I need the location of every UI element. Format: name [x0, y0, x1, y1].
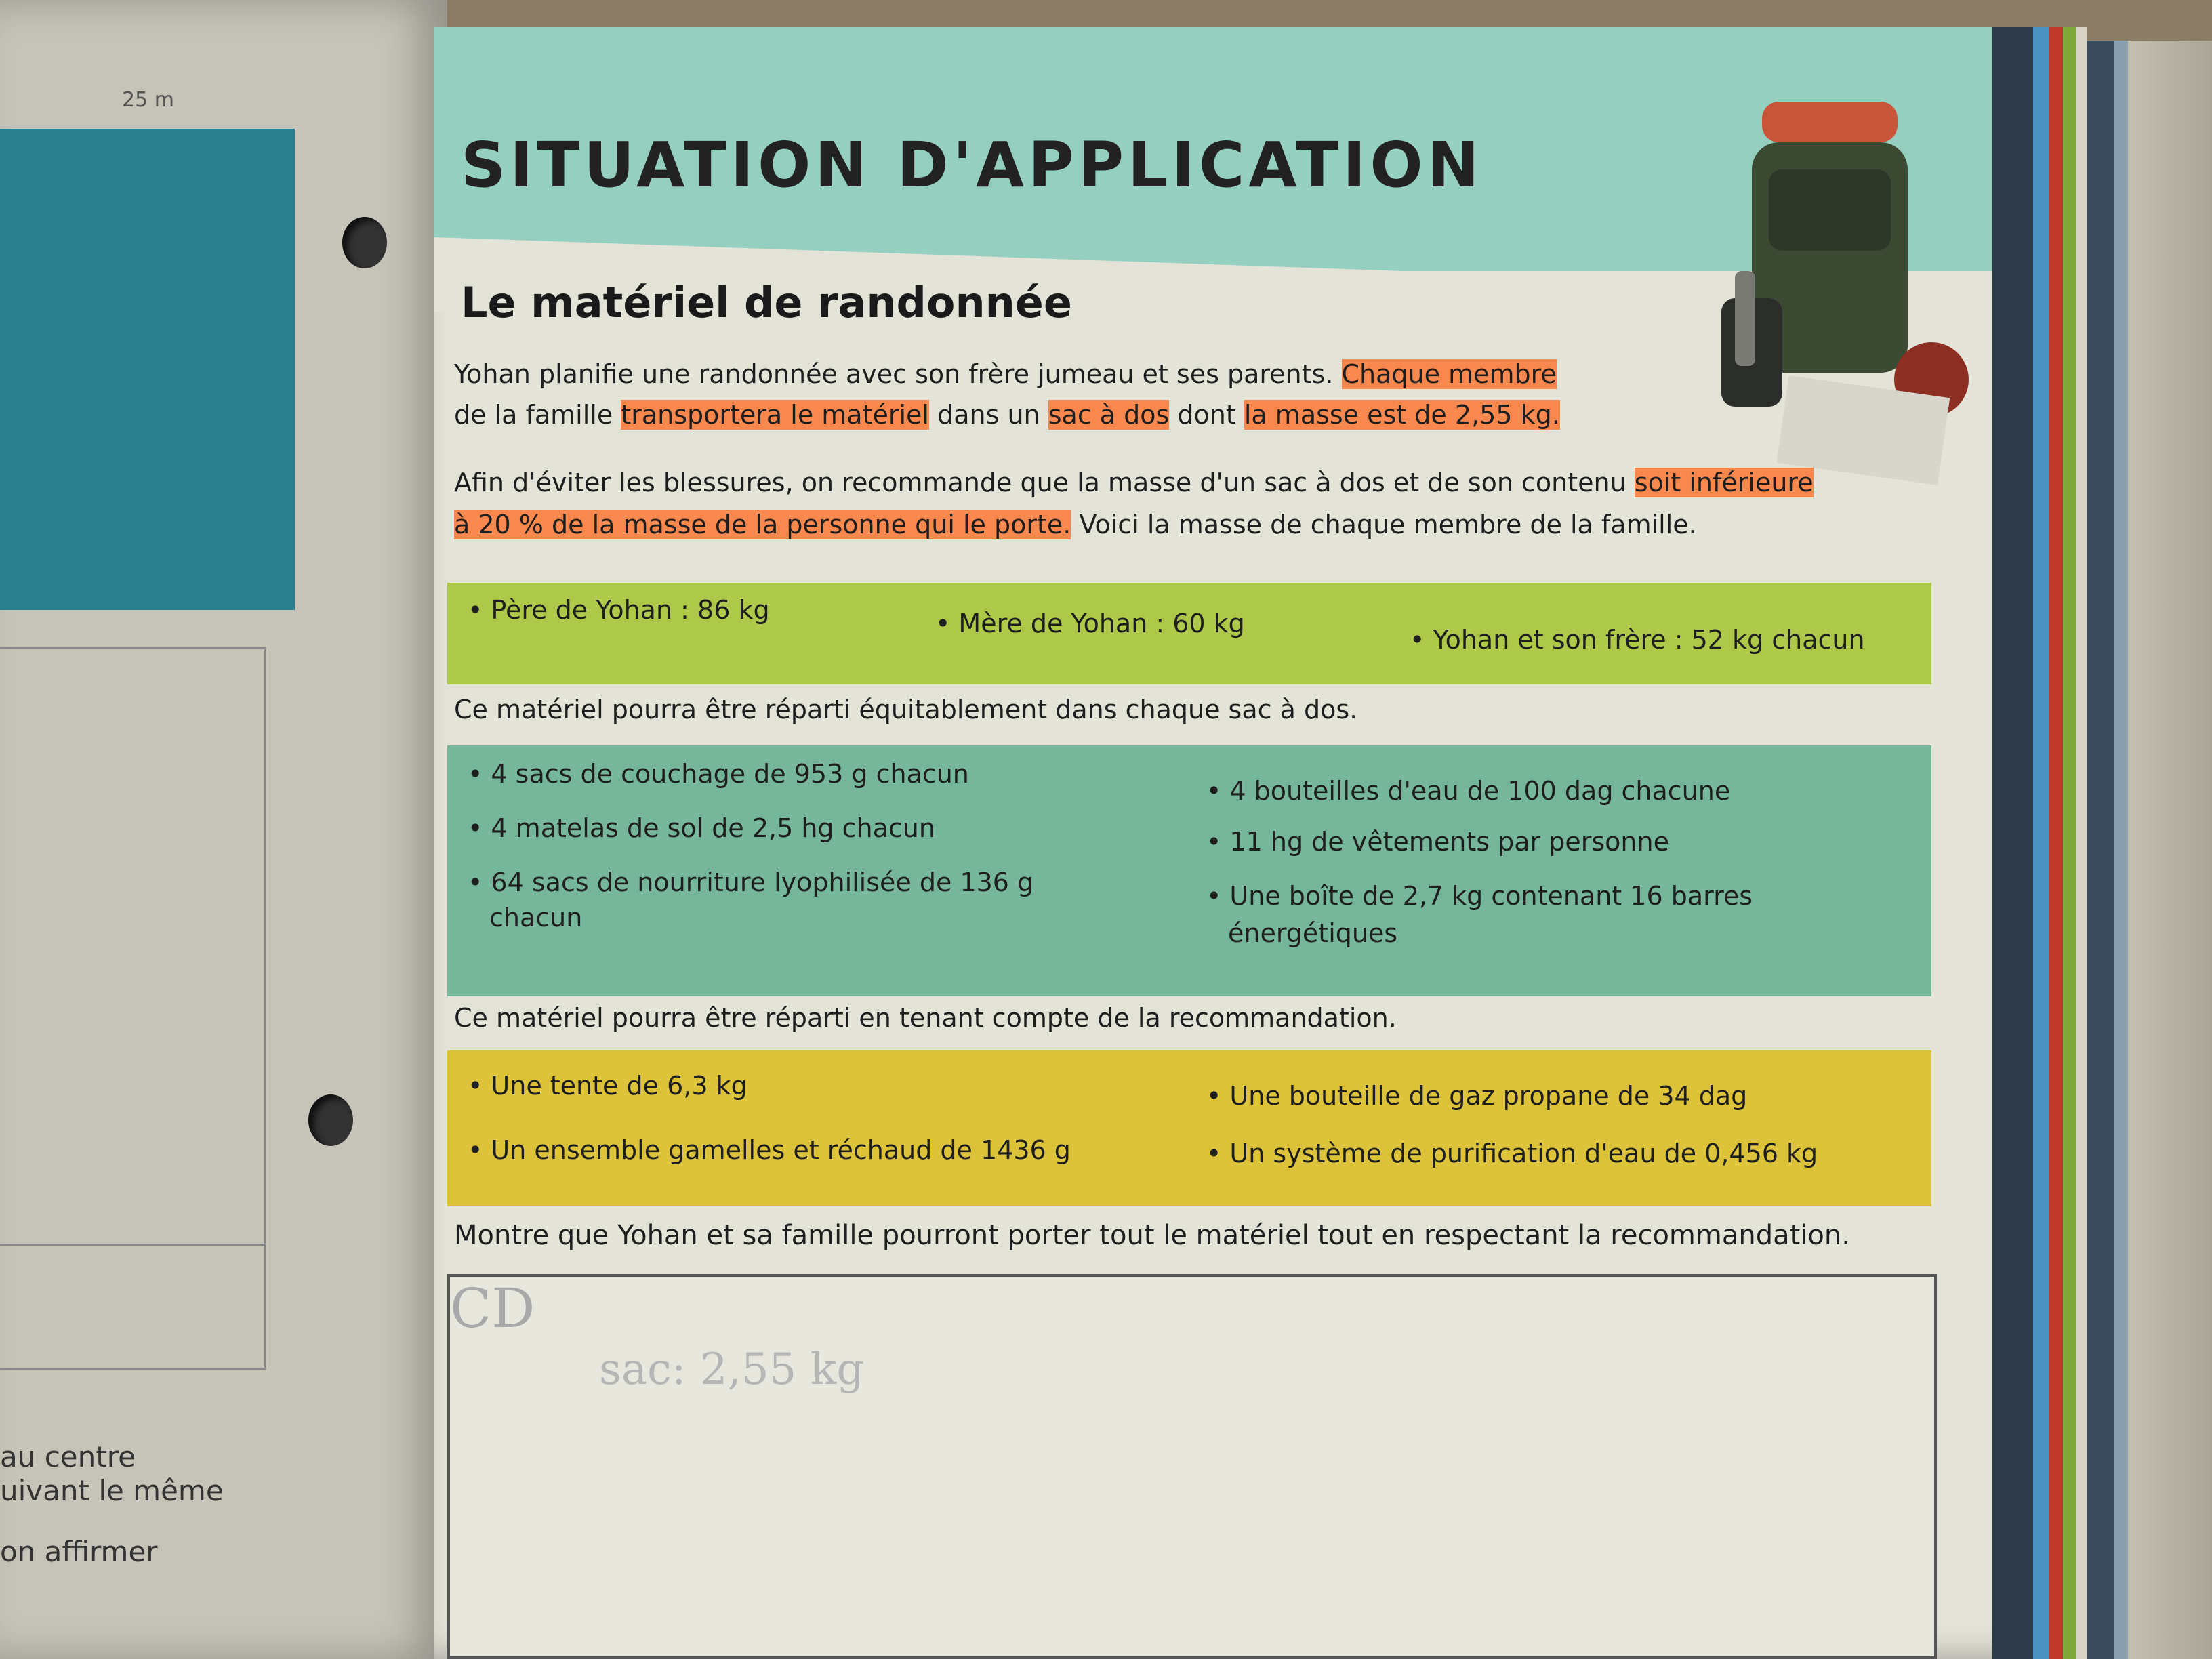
equal-item-continued: chacun [489, 903, 583, 933]
rec-item-text: Un système de purification d'eau de 0,456 kg [1229, 1139, 1818, 1168]
highlighted-text: soit inférieure [1634, 468, 1814, 497]
binder-hole [308, 1094, 353, 1146]
bullet-icon: • [1206, 827, 1222, 857]
rec-item-text: Un ensemble gamelles et réchaud de 1436 g [491, 1135, 1071, 1165]
bullet-icon: • [468, 1135, 483, 1165]
equal-distribution-intro: Ce matériel pourra être réparti équitablement dans chaque sac à dos. [454, 695, 1358, 724]
family-item-text: Père de Yohan : 86 kg [491, 595, 770, 625]
bullet-icon: • [1206, 1139, 1222, 1168]
bullet-icon: • [468, 813, 483, 843]
intro-text: Yohan planifie une randonnée avec son frère jumeau et ses parents. [454, 359, 1334, 389]
bullet-icon: • [468, 867, 483, 897]
equal-item-text: 11 hg de vêtements par personne [1229, 827, 1669, 857]
binder-hole [342, 217, 387, 268]
left-text-line: uivant le même [0, 1474, 224, 1507]
equal-item [1206, 776, 1730, 806]
intro-text: de la famille [454, 400, 613, 430]
left-box-divider [0, 1244, 264, 1246]
equal-item-text: 4 sacs de couchage de 953 g chacun [491, 759, 969, 789]
right-page [434, 27, 2087, 1659]
page-stack-edge [2087, 41, 2212, 1659]
equal-item-text: 4 bouteilles d'eau de 100 dag chacune [1229, 776, 1731, 806]
recommendation-text: Afin d'éviter les blessures, on recommande que la masse d'un sac à dos et de son contenu [454, 468, 1626, 497]
equal-item-text: 4 matelas de sol de 2,5 hg chacun [491, 813, 935, 843]
highlighted-text: la masse est de 2,55 kg. [1244, 400, 1560, 430]
intro-text: dont [1177, 400, 1236, 430]
document-title: Le matériel de randonnée [461, 278, 1072, 327]
handwritten-mark: CD [450, 1277, 535, 1340]
bullet-icon: • [935, 609, 951, 638]
rec-item [468, 1071, 747, 1101]
family-item [935, 609, 1245, 638]
family-item [468, 595, 770, 625]
left-blue-panel [0, 129, 295, 610]
handwritten-line: sac: 2,55 kg [599, 1345, 865, 1395]
equal-item [468, 813, 935, 843]
recommendation-distribution-box [447, 1050, 1931, 1206]
equal-item [1206, 827, 1669, 857]
equal-item-continued: énergétiques [1228, 918, 1398, 948]
bullet-icon: • [468, 595, 483, 625]
recommendation-text: Voici la masse de chaque membre de la famille. [1079, 510, 1697, 539]
bullet-icon: • [1206, 1081, 1222, 1111]
intro-text: dans un [937, 400, 1040, 430]
chapter-tabs [1992, 27, 2087, 1659]
bullet-icon: • [468, 759, 483, 789]
highlighted-text: transportera le matériel [621, 400, 929, 430]
chapter-tab[interactable] [2033, 27, 2049, 1659]
intro-line-1 [454, 359, 1557, 389]
highlighted-text: sac à dos [1048, 400, 1170, 430]
rec-item [468, 1135, 1071, 1165]
recommendation-line-2 [454, 510, 1697, 539]
highlighted-text: Chaque membre [1341, 359, 1557, 389]
chapter-tab[interactable] [1992, 27, 2033, 1659]
left-page-number: 25 m [122, 88, 174, 112]
equal-item [468, 759, 969, 789]
bullet-icon: • [468, 1071, 483, 1101]
backpack-illustration [1687, 95, 1986, 501]
task-instruction: Montre que Yohan et sa famille pourront porter tout le matériel tout en respectant la recommandation. [454, 1220, 1850, 1251]
recommendation-distribution-intro: Ce matériel pourra être réparti en tenant compte de la recommandation. [454, 1003, 1397, 1033]
equal-distribution-box [447, 745, 1931, 996]
chapter-tab[interactable] [2063, 27, 2076, 1659]
intro-line-2 [454, 400, 1560, 430]
recommendation-line-1 [454, 468, 1814, 497]
highlighted-text: à 20 % de la masse de la personne qui le porte. [454, 510, 1071, 539]
equal-item [468, 867, 1033, 897]
equal-item-text: Une boîte de 2,7 kg contenant 16 barres [1229, 881, 1753, 911]
bullet-icon: • [1206, 776, 1222, 806]
family-item-text: Yohan et son frère : 52 kg chacun [1433, 625, 1865, 655]
chapter-tab[interactable] [2049, 27, 2063, 1659]
rec-item [1206, 1139, 1818, 1168]
left-answer-box [0, 647, 266, 1370]
rec-item-text: Une tente de 6,3 kg [491, 1071, 747, 1101]
left-text-line: au centre [0, 1440, 136, 1473]
family-item-text: Mère de Yohan : 60 kg [958, 609, 1245, 638]
chapter-tab[interactable] [2076, 27, 2087, 1659]
equal-item-text: 64 sacs de nourriture lyophilisée de 136 g [491, 867, 1034, 897]
equal-item [1206, 881, 1753, 911]
family-mass-box [447, 583, 1931, 684]
rec-item [1206, 1081, 1747, 1111]
section-title: SITUATION D'APPLICATION [461, 129, 1483, 201]
rec-item-text: Une bouteille de gaz propane de 34 dag [1229, 1081, 1748, 1111]
left-text-line: on affirmer [0, 1535, 158, 1568]
bullet-icon: • [1206, 881, 1222, 911]
answer-area[interactable] [447, 1274, 1937, 1659]
family-item [1410, 625, 1865, 655]
bullet-icon: • [1410, 625, 1425, 655]
